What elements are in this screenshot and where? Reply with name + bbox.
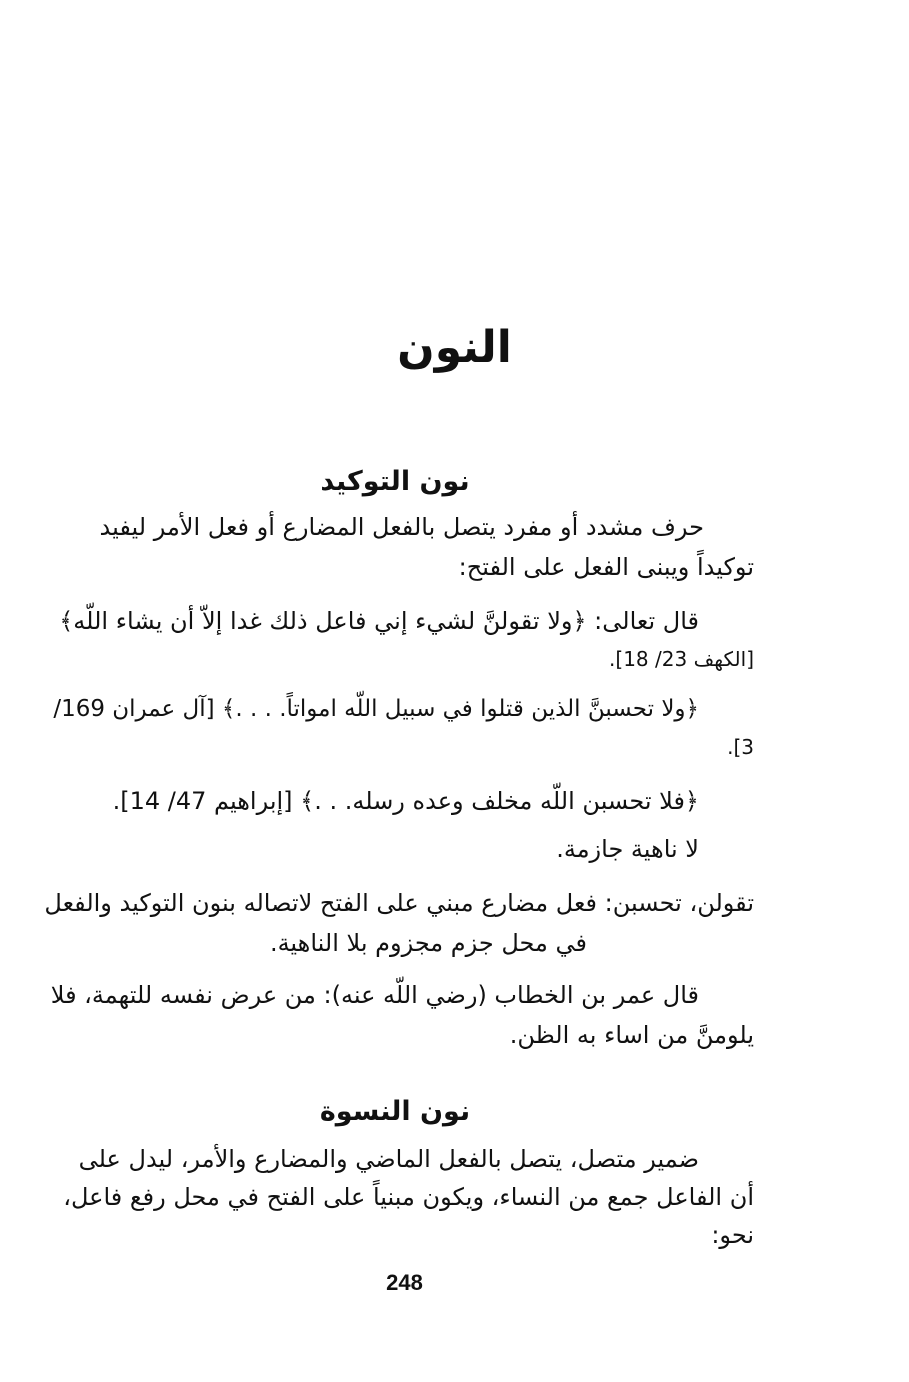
analysis-line: في محل جزم مجزوم بلا الناهية. [269, 929, 587, 957]
definition-line: أن الفاعل جمع من النساء، ويكون مبنياً على الفتح في محل رفع فاعل، [63, 1183, 754, 1211]
definition-line: توكيداً ويبنى الفعل على الفتح: [458, 553, 754, 581]
section-heading-feminine-nun: نون النسوة [319, 1096, 471, 1127]
citation-line: 3]. [727, 735, 754, 759]
quran-example-line: ﴿فلا تحسبن اللّه مخلف وعده رسله. . .﴾ [إبراهيم 47/ 14]. [112, 787, 699, 815]
definition-line: نحو: [711, 1221, 754, 1249]
quote-line: يلومنَّ من اساء به الظن. [509, 1021, 754, 1049]
analysis-line: تقولن، تحسبن: فعل مضارع مبني على الفتح لاتصاله بنون التوكيد والفعل [44, 889, 754, 917]
quote-line: قال عمر بن الخطاب (رضي اللّه عنه): من عرض نفسه للتهمة، فلا [50, 981, 699, 1009]
grammar-note: لا ناهية جازمة. [556, 835, 699, 863]
definition-line: حرف مشدد أو مفرد يتصل بالفعل المضارع أو فعل الأمر ليفيد [99, 513, 704, 541]
page-number: 248 [386, 1270, 423, 1295]
citation-line: [الكهف 23/ 18]. [609, 647, 754, 671]
quran-example-line: قال تعالى: ﴿ولا تقولنَّ لشيء إني فاعل ذلك غدا إلاّ أن يشاء اللّه﴾ [59, 607, 699, 635]
quran-example-line: ﴿ولا تحسبنَّ الذين قتلوا في سبيل اللّه امواتاً. . . .﴾ [آل عمران 169/ [53, 696, 699, 722]
section-heading-emphasis-nun: نون التوكيد [320, 466, 470, 497]
chapter-title: النون [397, 322, 512, 373]
definition-line: ضمير متصل، يتصل بالفعل الماضي والمضارع والأمر، ليدل على [78, 1145, 699, 1173]
